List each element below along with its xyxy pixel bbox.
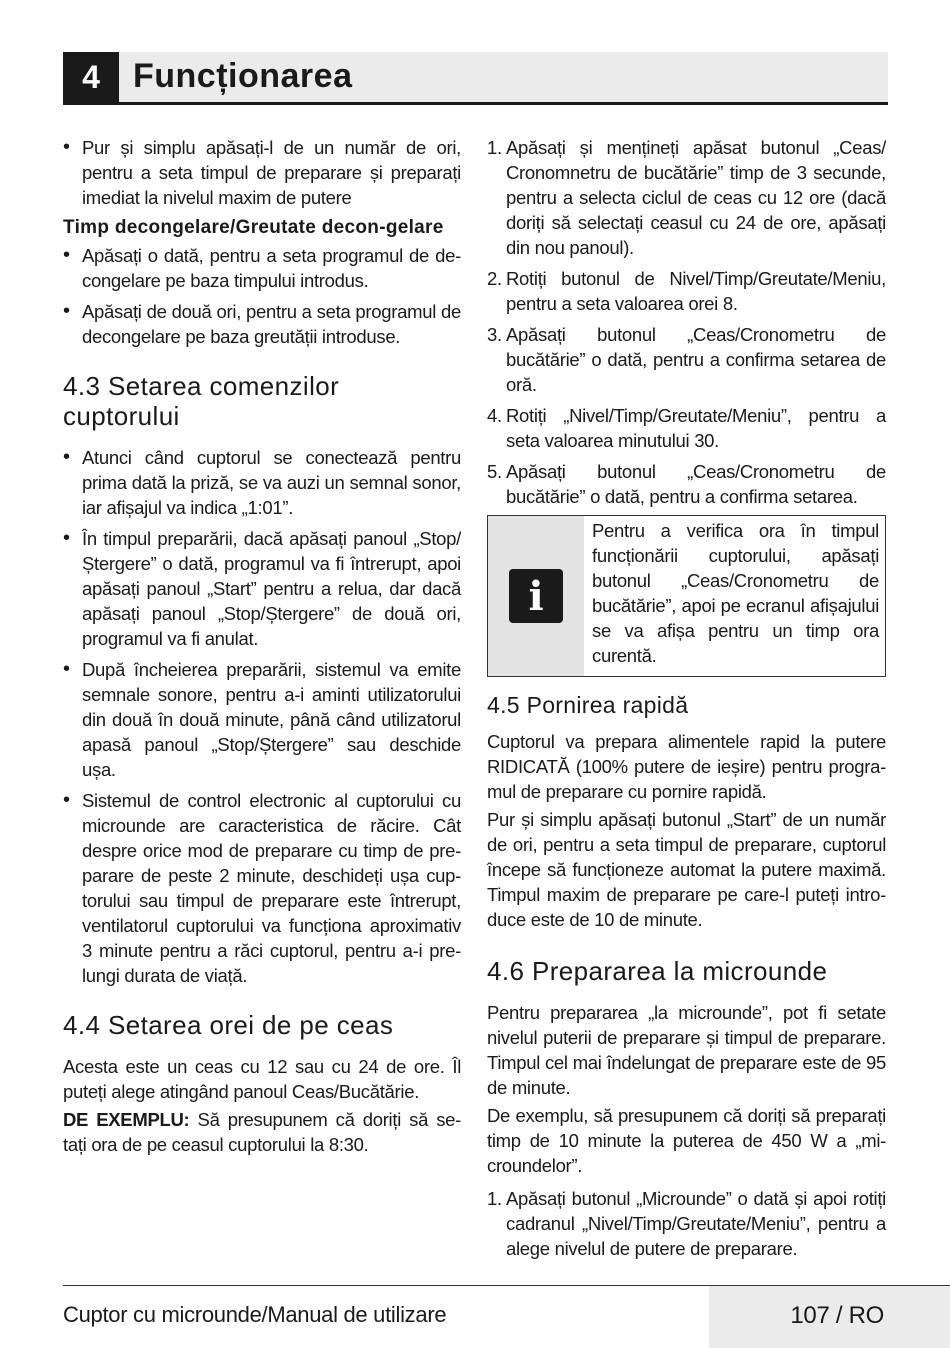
section-45-title: 4.5 Pornirea rapidă: [487, 692, 689, 718]
list-item: [487, 403, 886, 453]
list-item: • Apăsați o dată, pentru a seta programul de de-congelare pe baza timpului introdus.: [63, 243, 461, 293]
step-number: 2.: [487, 268, 502, 289]
step-text: Apăsați și mențineți apăsat butonul „Ceas/ Cronomnetru de bucătărie” timp de 3 secunde, pentru a selecta ciclul de ceas cu 12 ore (dacă doriți să selectați ceasul cu 24 de ore, apăsați din nou panoul).: [506, 137, 886, 258]
list-item: [487, 322, 886, 397]
right-column: [487, 135, 886, 1267]
step-number: 1.: [487, 137, 502, 158]
chapter-title: Funcționarea: [133, 57, 353, 95]
list-item: • Atunci când cuptorul se conectează pentru prima dată la priză, se va auzi un semnal sonor, iar afișajul va indica „1:01”.: [63, 445, 461, 520]
section-44-title: 4.4 Setarea orei de pe ceas: [63, 1010, 394, 1040]
step-text: Apăsați butonul „Ceas/Cronometru de bucătărie” o dată, pentru a confirma setarea de oră.: [506, 324, 886, 395]
section-45-p2: Pur și simplu apăsați butonul „Start” de un număr de ori, pentru a seta timpul de preparare, cuptorul începe să funcționeze automat la putere maximă. Timpul maxim de preparare pe care-l puteți intro-duce este de 10 de minute.: [487, 809, 886, 930]
info-icon-panel: [488, 516, 584, 676]
left-column: [63, 135, 461, 1160]
step-number: 5.: [487, 461, 502, 482]
section-44-text: Acesta este un ceas cu 12 sau cu 24 de ore. Îl puteți alege atingând panoul Ceas/Bucătărie.: [63, 1056, 461, 1102]
defrost-heading: Timp decongelare/Greutate decon-gelare: [63, 217, 444, 238]
chapter-header: [63, 52, 888, 105]
section-43-list: [63, 445, 461, 988]
step-text: Rotiți butonul de Nivel/Timp/Greutate/Meniu, pentru a seta valoarea orei 8.: [506, 268, 886, 314]
page-number: 107 / RO: [790, 1302, 884, 1329]
step-text: Rotiți „Nivel/Timp/Greutate/Meniu”, pentru a seta valoarea minutului 30.: [506, 405, 886, 451]
footer-manual-title: Cuptor cu microunde/Manual de utilizare: [63, 1302, 447, 1327]
step-text: Apăsați butonul „Microunde” o dată și apoi rotiți cadranul „Nivel/Timp/Greutate/Meniu”, pentru a alege nivelul de putere de preparare.: [506, 1188, 886, 1259]
step-number: 3.: [487, 324, 502, 345]
list-item: • Apăsați de două ori, pentru a seta programul de decongelare pe baza greutății introduse.: [63, 299, 461, 349]
section-43-title: 4.3 Setarea comenzilor cuptorului: [63, 371, 340, 431]
step-text: Apăsați butonul „Ceas/Cronometru de bucătărie” o dată, pentru a confirma setarea.: [506, 461, 886, 507]
section-46-p1: Pentru prepararea „la microunde”, pot fi setate nivelul puterii de preparare și timpul de preparare. Timpul cel mai îndelungat de preparare este de 95 de minute.: [487, 1002, 886, 1098]
example-paragraph: [63, 1107, 461, 1157]
list-item: • Pur și simplu apăsați-l de un număr de ori, pentru a seta timpul de preparare și preparați imediat la nivelul maxim de putere: [63, 135, 461, 210]
list-item: [487, 266, 886, 316]
info-icon: i: [509, 569, 563, 623]
clock-steps: [487, 135, 886, 509]
example-text: Să presupunem că doriți să se-tați ora de pe ceasul cuptorului la 8:30.: [63, 1109, 461, 1155]
list-item: [487, 459, 886, 509]
micro-steps: [487, 1186, 886, 1261]
step-number: 1.: [487, 1188, 502, 1209]
info-note: [487, 515, 886, 677]
intro-list: [63, 135, 461, 210]
list-item: • În timpul preparării, dacă apăsați panoul „Stop/Ștergere” o dată, programul va fi întrerupt, apoi apăsați panoul „Start” pentru a relua, dar dacă apăsați panoul „Stop/Ștergere” de două ori, programul va fi anulat.: [63, 526, 461, 651]
list-item: [487, 1186, 886, 1261]
defrost-list: [63, 243, 461, 349]
info-text: Pentru a verifica ora în timpul funcționării cuptorului, apăsați butonul „Ceas/Cronometru de bucătărie”, apoi pe ecranul afișajului se va afișa pentru un timp ora curentă.: [592, 520, 879, 666]
step-number: 4.: [487, 405, 502, 426]
section-45-p1: Cuptorul va prepara alimentele rapid la putere RIDICATĂ (100% putere de ieșire) pentru progra-mul de preparare cu pornire rapidă.: [487, 731, 886, 802]
chapter-number: 4: [63, 52, 119, 102]
example-label: DE EXEMPLU:: [63, 1109, 190, 1130]
section-46-title: 4.6 Prepararea la microunde: [487, 956, 828, 986]
section-46-p2: De exemplu, să presupunem că doriți să preparați timp de 10 minute la puterea de 450 W a „mi-croundelor”.: [487, 1105, 886, 1176]
list-item: • După încheierea preparării, sistemul va emite semnale sonore, pentru a-i aminti utilizatorului din două în două minute, până când utilizatorul apasă panoul „Stop/Ștergere” sau deschide ușa.: [63, 657, 461, 782]
list-item: • Sistemul de control electronic al cuptorului cu microunde are caracteristica de răcire. Cât despre orice mod de preparare cu timp de pre-parare de peste 2 minute, deschideți ușa cup-torului sau timpul de preparare este întrerupt, ventilatorul cuptorului va funcționa aproximativ 3 minute pentru a răci cuptorul, pentru a-i pre-lungi durata de viață.: [63, 788, 461, 988]
list-item: [487, 135, 886, 260]
